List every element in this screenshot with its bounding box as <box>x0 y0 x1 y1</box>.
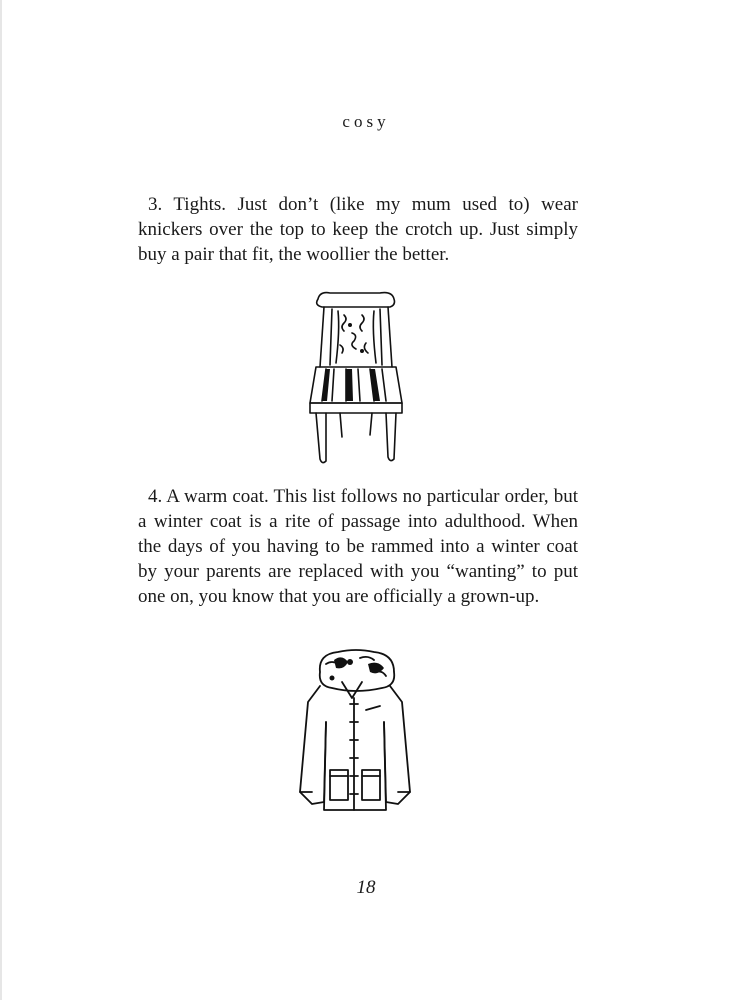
list-item-text: 4. A warm coat. This list follows no particular order, but a winter coat is a rite of passage into adulthood. When the days of you having to be rammed into a winter coat by your parents are replaced with you “wanting” to put one on, you know that you are officially a grown-up. <box>138 486 578 607</box>
page-number: 18 <box>356 877 376 898</box>
page-edge <box>0 0 2 1000</box>
coat-illustration <box>290 642 420 824</box>
chair-illustration <box>300 285 410 470</box>
list-item-warm-coat <box>138 484 578 609</box>
running-head: cosy <box>342 112 390 131</box>
list-item-text: 3. Tights. Just don’t (like my mum used to) wear knickers over the top to keep the crotch up. Just simply buy a pair that fit, the woollier the better. <box>138 194 578 265</box>
list-item-tights <box>138 192 578 267</box>
